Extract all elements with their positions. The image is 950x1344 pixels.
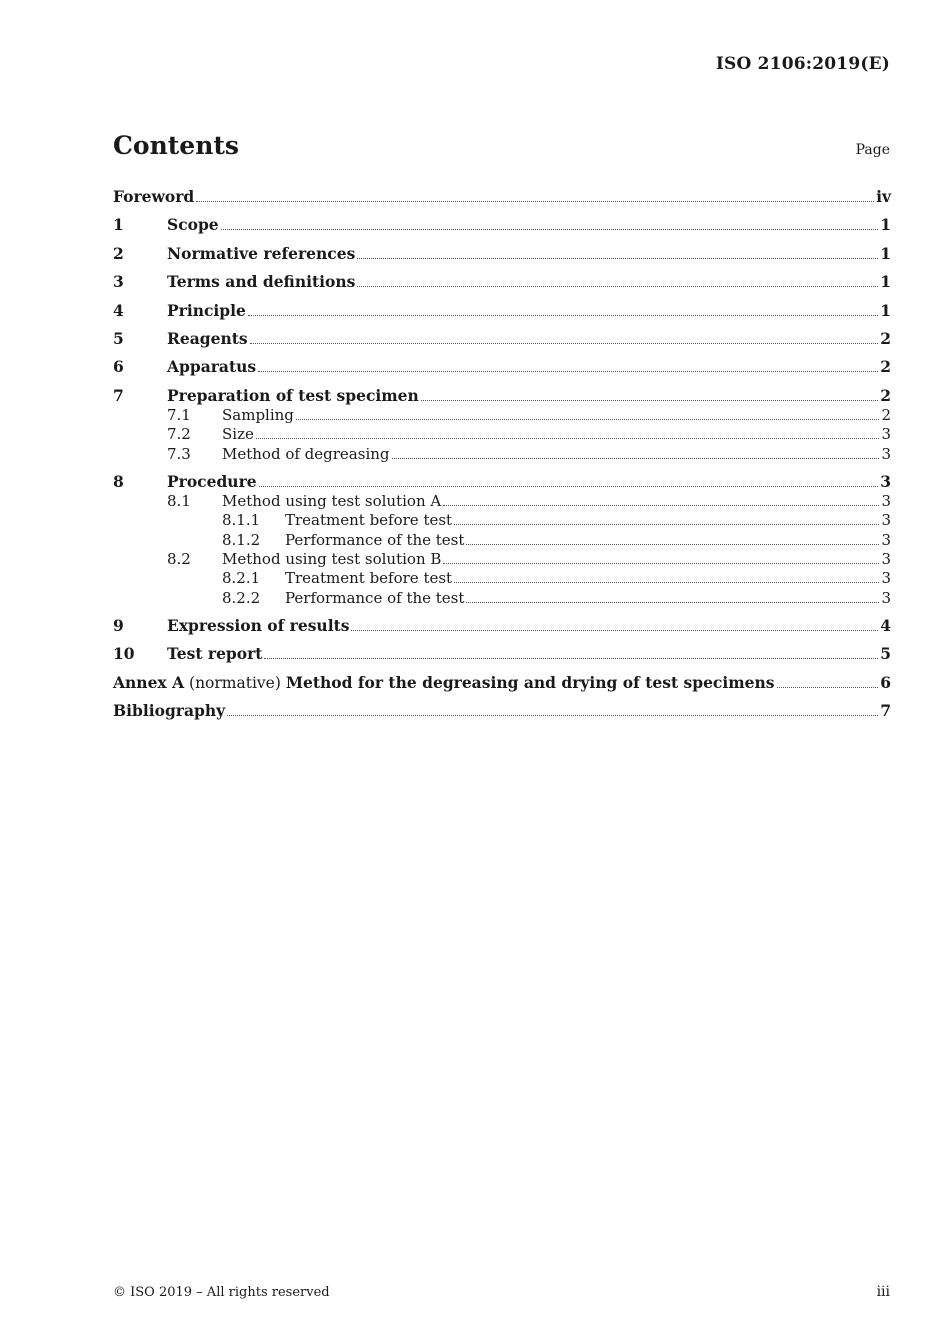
toc-page: 3: [881, 492, 891, 510]
toc-page: 3: [880, 472, 891, 491]
toc-page: 1: [880, 215, 891, 234]
toc-title: Apparatus: [167, 357, 257, 376]
toc-entry-8-1[interactable]: [113, 490, 891, 510]
toc-number: 7: [113, 386, 124, 405]
leader-dots: [454, 581, 879, 583]
toc-title: Treatment before test: [285, 511, 453, 529]
toc-number: 4: [113, 301, 124, 320]
toc-title: Procedure: [167, 472, 257, 491]
toc-page: 3: [881, 425, 891, 443]
toc-title: Terms and definitions: [167, 272, 356, 291]
toc-entry-9[interactable]: [113, 615, 891, 635]
toc-title: Preparation of test specimen: [167, 386, 419, 405]
leader-dots: [264, 657, 878, 659]
toc-entry-7-2[interactable]: [113, 423, 891, 443]
page-column-label: Page: [855, 142, 890, 158]
toc-number: 8.2: [167, 550, 191, 568]
toc-title: Normative references: [167, 244, 356, 263]
leader-dots: [466, 543, 879, 545]
toc-title: Reagents: [167, 329, 248, 348]
leader-dots: [296, 418, 879, 420]
toc-number: 8.1: [167, 492, 191, 510]
toc-title: Method using test solution A: [222, 492, 442, 510]
toc-title: Bibliography: [113, 701, 226, 720]
leader-dots: [250, 342, 879, 344]
toc-number: 8.2.1: [222, 569, 261, 587]
leader-dots: [258, 370, 878, 372]
toc-title: Performance of the test: [285, 531, 465, 549]
leader-dots: [221, 228, 879, 230]
toc-page: 3: [881, 511, 891, 529]
leader-dots: [466, 601, 879, 603]
toc-page: 3: [881, 569, 891, 587]
leader-dots: [777, 686, 879, 688]
toc-entry-foreword[interactable]: [113, 186, 891, 206]
toc-page: iv: [876, 187, 891, 206]
toc-page: 2: [880, 357, 891, 376]
leader-dots: [443, 562, 879, 564]
toc-entry-8-1-2[interactable]: [113, 529, 891, 549]
toc-entry-8-2-2[interactable]: [113, 587, 891, 607]
toc-entry-1[interactable]: [113, 214, 891, 234]
toc-title: Sampling: [222, 406, 294, 424]
leader-dots: [454, 523, 879, 525]
document-id: ISO 2106:2019(E): [715, 54, 890, 74]
leader-dots: [196, 200, 874, 202]
toc-entry-6[interactable]: [113, 356, 891, 376]
toc-page: 1: [880, 301, 891, 320]
toc-entry-7[interactable]: [113, 385, 891, 405]
toc-page: 1: [880, 272, 891, 291]
toc-entry-5[interactable]: [113, 328, 891, 348]
toc-entry-4[interactable]: [113, 300, 891, 320]
toc-title: Principle: [167, 301, 246, 320]
toc-title: Test report: [167, 644, 263, 663]
toc-entry-8-1-1[interactable]: [113, 509, 891, 529]
toc-page: 5: [880, 644, 891, 663]
leader-dots: [259, 485, 879, 487]
toc-entry-8-2[interactable]: [113, 548, 891, 568]
toc-page: 2: [881, 406, 891, 424]
toc-page: 3: [881, 550, 891, 568]
toc-page: 2: [880, 386, 891, 405]
leader-dots: [357, 257, 878, 259]
toc-entry-bibliography[interactable]: [113, 700, 891, 720]
toc-entry-8-2-1[interactable]: [113, 567, 891, 587]
toc-number: 2: [113, 244, 124, 263]
leader-dots: [392, 457, 879, 459]
contents-heading: Contents: [113, 131, 240, 160]
toc-page: 4: [880, 616, 891, 635]
toc-entry-annex-a[interactable]: [113, 672, 891, 692]
toc-title: Expression of results: [167, 616, 350, 635]
toc-page: 3: [881, 445, 891, 463]
leader-dots: [357, 285, 878, 287]
toc-number: 9: [113, 616, 124, 635]
toc-number: 8.1.2: [222, 531, 261, 549]
toc-entry-7-3[interactable]: [113, 443, 891, 463]
toc-number: 8.2.2: [222, 589, 261, 607]
toc-page: 3: [881, 531, 891, 549]
toc-entry-8[interactable]: [113, 471, 891, 491]
toc-title: Scope: [167, 215, 219, 234]
toc-title: Size: [222, 425, 254, 443]
leader-dots: [421, 399, 878, 401]
toc-number: 7.2: [167, 425, 191, 443]
toc-page: 2: [880, 329, 891, 348]
toc-page: 3: [881, 589, 891, 607]
copyright-notice: © ISO 2019 – All rights reserved: [113, 1285, 330, 1300]
leader-dots: [248, 314, 878, 316]
toc-page: 7: [880, 701, 891, 720]
leader-dots: [351, 629, 878, 631]
toc-number: 6: [113, 357, 124, 376]
toc-entry-3[interactable]: [113, 271, 891, 291]
toc-title: Method using test solution B: [222, 550, 442, 568]
toc-number: 8.1.1: [222, 511, 261, 529]
toc-title: Method of degreasing: [222, 445, 390, 463]
leader-dots: [256, 437, 879, 439]
toc-number: 3: [113, 272, 124, 291]
leader-dots: [227, 714, 878, 716]
toc-number: 7.3: [167, 445, 191, 463]
toc-title: Foreword: [113, 187, 195, 206]
toc-number: 10: [113, 644, 135, 663]
toc-page: 6: [880, 673, 891, 692]
page-number: iii: [876, 1284, 890, 1300]
leader-dots: [443, 504, 879, 506]
toc-entry-7-1[interactable]: [113, 404, 891, 424]
toc-page: 1: [880, 244, 891, 263]
toc-number: 8: [113, 472, 124, 491]
toc-title: Treatment before test: [285, 569, 453, 587]
toc-entry-10[interactable]: [113, 643, 891, 663]
toc-title: Performance of the test: [285, 589, 465, 607]
toc-number: 5: [113, 329, 124, 348]
toc-entry-2[interactable]: [113, 243, 891, 263]
annex-type: (normative): [189, 674, 281, 692]
toc-title: Method for the degreasing and drying of test specimens: [285, 673, 775, 692]
toc-number: 1: [113, 215, 124, 234]
annex-label: Annex A: [113, 673, 185, 692]
toc-number: 7.1: [167, 406, 191, 424]
